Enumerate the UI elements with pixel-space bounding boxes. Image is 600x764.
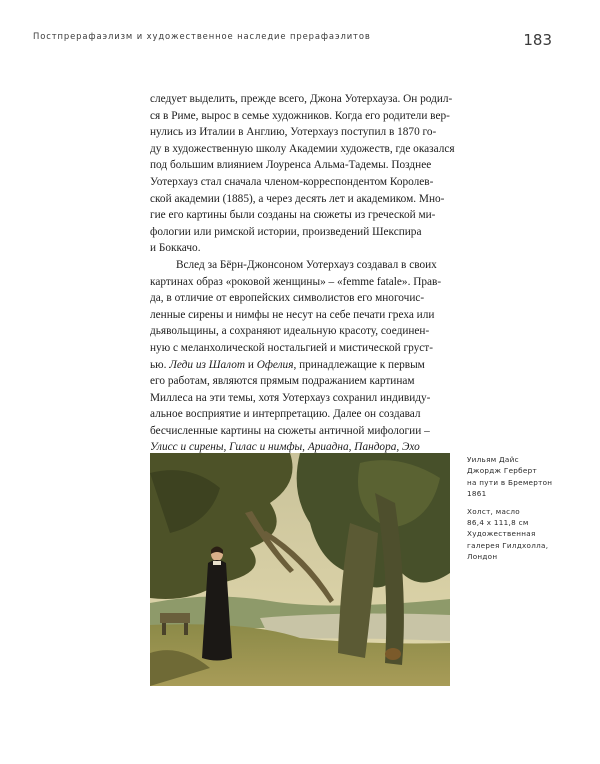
text-line: фологии или римской истории, произведений Шекспира: [150, 225, 422, 238]
text-line: нулись из Италии в Англию, Уотерхауз поступил в 1870 го-: [150, 126, 437, 139]
text-run: ью.: [150, 358, 167, 371]
text-line: альное восприятие и интерпретацию. Далее он создавал: [150, 408, 421, 421]
painting-title-lady-of-shalott: Леди из Шалот: [169, 358, 246, 371]
caption-title: на пути в Бремертон: [467, 477, 553, 487]
caption-year: 1861: [467, 489, 487, 499]
text-run: и: [247, 358, 254, 371]
text-line: следует выделить, прежде всего, Джона Уотерхауза. Он родил-: [150, 93, 453, 105]
page-number: 183: [523, 31, 552, 49]
text-line: картинах образ «роковой женщины» – «femme fatale». Прав-: [150, 275, 442, 288]
caption-size: 86,4 x 111,8 см: [467, 518, 529, 528]
text-line: гие его картины были созданы на сюжеты из греческой ми-: [150, 209, 436, 222]
text-line: ся в Риме, вырос в семье художников. Когда его родители вер-: [150, 109, 450, 122]
text-line: Уотерхауз стал сначала членом-корреспондентом Королев-: [150, 175, 434, 188]
caption-artist: Уильям Дайс: [467, 455, 519, 464]
text-line: да, в отличие от европейских символистов его многочис-: [150, 292, 425, 305]
text-line: ленные сирены и нимфы не несут на себе печати греха или: [150, 308, 435, 321]
caption-medium: Холст, масло: [467, 506, 520, 516]
text-line: Миллеса на эти темы, хотя Уотерхауз сохранил индивиду-: [150, 391, 431, 404]
text-line-mixed: [150, 357, 460, 374]
caption-title: Джордж Герберт: [467, 466, 537, 476]
text-line: и Боккачо.: [150, 242, 201, 255]
body-text: [150, 91, 460, 489]
text-line: дьявольщины, а сохраняют идеальную красоту, соединен-: [150, 325, 430, 338]
caption-location: галерея Гилдхолла,: [467, 540, 549, 550]
text-line: Вслед за Бёрн-Джонсоном Уотерхауз создавал в своих: [176, 258, 437, 271]
figure-caption: [467, 454, 577, 563]
text-line: его работам, являются прямым подражанием картинам: [150, 375, 415, 388]
text-line: ную с меланхолической ностальгией и мистической груст-: [150, 341, 433, 354]
text-line: ду в художественную школу Академии художеств, где оказался: [150, 142, 455, 155]
text-line: ской академии (1885), а через десять лет и академиком. Мно-: [150, 192, 445, 205]
painting-image: [150, 453, 450, 686]
painting-illustration: [150, 453, 450, 686]
caption-location: Художественная: [467, 529, 536, 539]
text-line: бесчисленные картины на сюжеты античной мифологии –: [150, 424, 430, 437]
text-run: , принадлежащие к первым: [293, 358, 425, 371]
running-header: Постпрерафаэлизм и художественное наследие прерафаэлитов: [33, 31, 371, 41]
caption-location: Лондон: [467, 552, 498, 562]
text-line-italic: Улисс и сирены, Гилас и нимфы, Ариадна, Пандора, Эхо: [150, 441, 420, 454]
painting-title-ophelia: Офелия: [256, 358, 294, 371]
text-line: под большим влиянием Лоуренса Альма-Тадемы. Позднее: [150, 159, 432, 172]
